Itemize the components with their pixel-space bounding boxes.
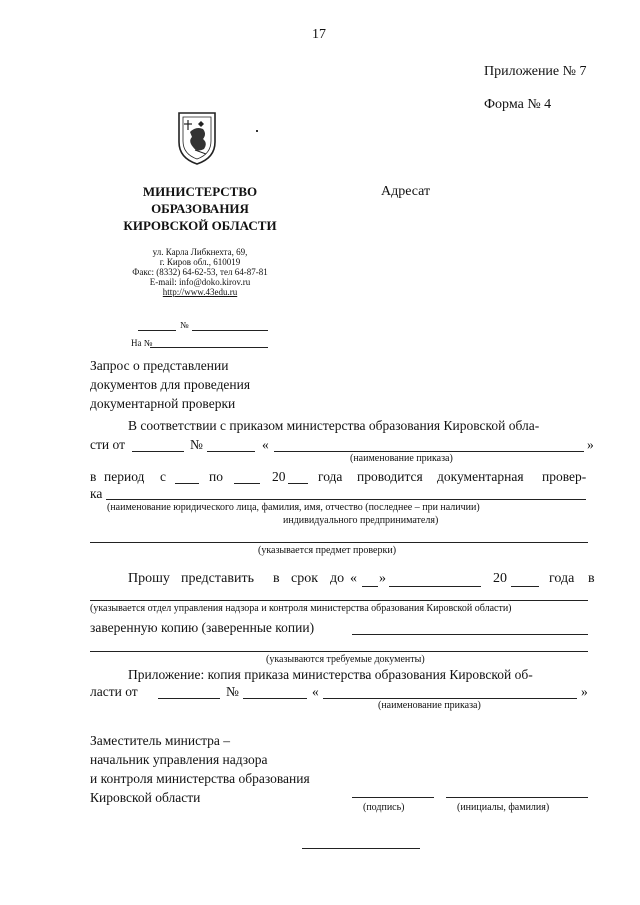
caption-documents: (указываются требуемые документы) bbox=[266, 654, 425, 665]
word: года bbox=[549, 571, 575, 586]
text-from: ласти от bbox=[90, 684, 138, 699]
number-label: № bbox=[180, 320, 189, 330]
order-name-blank bbox=[274, 451, 584, 452]
ministry-name bbox=[110, 183, 290, 234]
website-link[interactable]: http://www.43edu.ru bbox=[162, 287, 238, 297]
caption-order-name: (наименование приказа) bbox=[350, 453, 453, 464]
signatory-line: Кировской области bbox=[90, 790, 201, 805]
copies-blank bbox=[352, 634, 588, 635]
word: 20 bbox=[272, 469, 286, 484]
page-number: 17 bbox=[312, 27, 326, 42]
caption-order-name-2: (наименование приказа) bbox=[378, 700, 481, 711]
year-blank bbox=[288, 483, 308, 484]
address-line: г. Киров обл., 610019 bbox=[159, 257, 241, 267]
addressee-label: Адресат bbox=[381, 184, 431, 199]
word: проводится bbox=[357, 469, 423, 484]
text-from: сти от bbox=[90, 437, 125, 452]
word: Прошу bbox=[128, 571, 170, 586]
text-quote-close: » bbox=[581, 684, 588, 699]
text-quote-close: » bbox=[587, 437, 594, 452]
caption-subject: (указывается предмет проверки) bbox=[258, 545, 397, 556]
text-quote-open: « bbox=[350, 571, 357, 586]
footer-separator bbox=[302, 848, 420, 849]
attachment-date-blank bbox=[158, 698, 220, 699]
ministry-name-line: КИРОВСКОЙ ОБЛАСТИ bbox=[123, 218, 277, 233]
signatory-title bbox=[90, 731, 310, 807]
dot-mark bbox=[256, 130, 258, 132]
word: с bbox=[160, 469, 166, 484]
attachment-number-blank bbox=[243, 698, 307, 699]
coat-of-arms-icon bbox=[176, 110, 218, 166]
word: провер- bbox=[542, 469, 587, 484]
period-end-blank bbox=[234, 483, 260, 484]
word: период bbox=[104, 469, 145, 484]
period-start-blank bbox=[175, 483, 199, 484]
subject bbox=[90, 356, 250, 413]
signatory-line: и контроля министерства образования bbox=[90, 771, 310, 786]
address-line: Факс: (8332) 64-62-53, тел 64-87-81 bbox=[132, 267, 268, 277]
number-blank bbox=[192, 330, 268, 331]
email-text: E-mail: info@doko.kirov.ru bbox=[149, 277, 251, 287]
word: срок bbox=[291, 571, 319, 586]
deadline-year-blank bbox=[511, 586, 539, 587]
ministry-name-line: ОБРАЗОВАНИЯ bbox=[151, 201, 249, 216]
text-quote-open: « bbox=[312, 684, 319, 699]
address-line: ул. Карла Либкнехта, 69, bbox=[152, 247, 248, 257]
attachment-line-1: Приложение: копия приказа министерства образования Кировской об- bbox=[128, 667, 533, 682]
text-quote-open: « bbox=[262, 437, 269, 452]
word: до bbox=[330, 571, 345, 586]
initials-blank bbox=[446, 797, 588, 798]
subject-line: документов для проведения bbox=[90, 377, 251, 392]
subject-blank bbox=[90, 542, 588, 543]
subject-line: Запрос о представлении bbox=[90, 358, 229, 373]
word: документарная bbox=[437, 469, 524, 484]
department-blank bbox=[90, 600, 588, 601]
entity-blank bbox=[106, 499, 586, 500]
caption-entity-1: (наименование юридического лица, фамилия, имя, отчество (последнее – при наличии) bbox=[107, 502, 480, 513]
reference-blank bbox=[150, 347, 268, 348]
paragraph-1-line-1: В соответствии с приказом министерства образования Кировской обла- bbox=[128, 418, 540, 433]
caption-signature: (подпись) bbox=[363, 802, 405, 813]
reference-label: На № bbox=[131, 338, 153, 348]
caption-entity-2: индивидуального предпринимателя) bbox=[283, 515, 439, 526]
signatory-line: начальник управления надзора bbox=[90, 752, 268, 767]
word: в bbox=[273, 571, 280, 586]
order-number-blank bbox=[207, 451, 255, 452]
form-label: Форма № 4 bbox=[484, 97, 552, 112]
copies-text: заверенную копию (заверенные копии) bbox=[90, 620, 315, 635]
documents-blank bbox=[90, 651, 588, 652]
word: ка bbox=[90, 486, 103, 501]
deadline-day-blank bbox=[362, 586, 378, 587]
caption-department: (указывается отдел управления надзора и контроля министерства образования Кировской области) bbox=[90, 603, 512, 614]
order-date-blank bbox=[132, 451, 184, 452]
word: в bbox=[588, 571, 595, 586]
date-blank bbox=[138, 330, 176, 331]
signature-blank bbox=[352, 797, 434, 798]
text-number-sign: № bbox=[190, 437, 203, 452]
text-number-sign: № bbox=[226, 684, 239, 699]
appendix-label: Приложение № 7 bbox=[484, 64, 587, 79]
deadline-month-blank bbox=[389, 586, 481, 587]
word: года bbox=[318, 469, 343, 484]
ministry-name-line: МИНИСТЕРСТВО bbox=[142, 184, 258, 199]
signatory-line: Заместитель министра – bbox=[90, 733, 231, 748]
word: по bbox=[209, 469, 223, 484]
caption-initials: (инициалы, фамилия) bbox=[457, 802, 550, 813]
attachment-name-blank bbox=[323, 698, 577, 699]
ministry-address bbox=[110, 247, 290, 297]
word: 20 bbox=[493, 571, 507, 586]
word: в bbox=[90, 469, 97, 484]
word: представить bbox=[181, 571, 254, 586]
text-quote-close: » bbox=[379, 571, 386, 586]
subject-line: документарной проверки bbox=[90, 396, 236, 411]
